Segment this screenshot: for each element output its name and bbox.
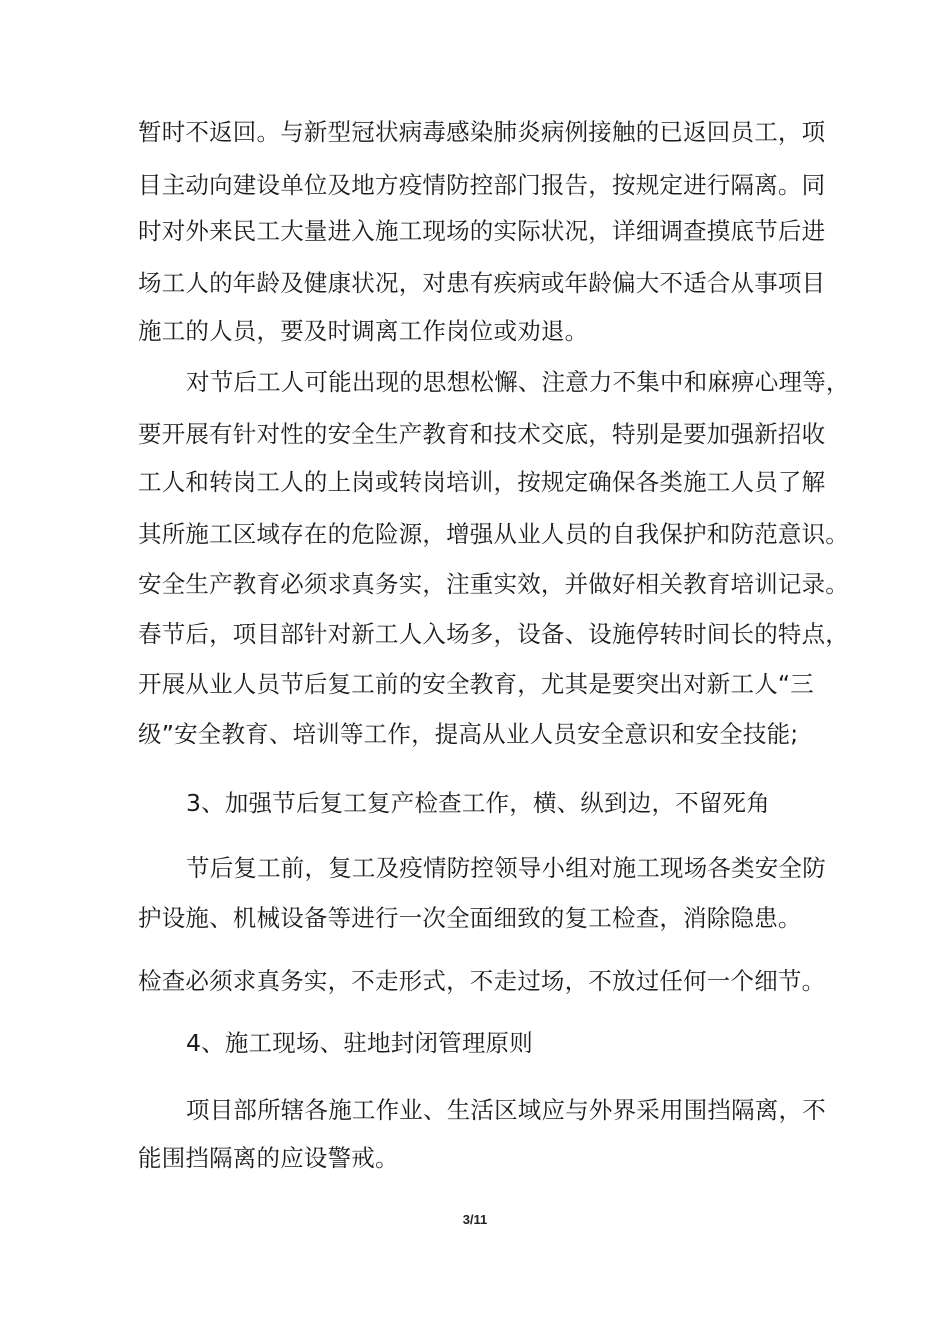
section-heading: 4、施工现场、驻地封闭管理原则 bbox=[186, 1029, 533, 1057]
text-line: 护设施、机械设备等进行一次全面细致的复工检查，消除隐患。 bbox=[138, 904, 802, 932]
text-line: 级”安全教育、培训等工作，提高从业人员安全意识和安全技能; bbox=[138, 720, 799, 748]
text-line: 开展从业人员节后复工前的安全教育，尤其是要突出对新工人“三 bbox=[138, 670, 814, 698]
text-line: 节后复工前，复工及疫情防控领导小组对施工现场各类安全防 bbox=[186, 854, 826, 882]
text-line: 目主动向建设单位及地方疫情防控部门报告，按规定进行隔离。同 bbox=[138, 171, 826, 199]
text-line: 施工的人员，要及时调离工作岗位或劝退。 bbox=[138, 317, 589, 345]
text-line: 安全生产教育必须求真务实，注重实效，并做好相关教育培训记录。 bbox=[138, 570, 849, 598]
text-line: 要开展有针对性的安全生产教育和技术交底，特别是要加强新招收 bbox=[138, 420, 826, 448]
page-number: 3/11 bbox=[462, 1212, 488, 1227]
text-line: 能围挡隔离的应设警戒。 bbox=[138, 1144, 399, 1172]
text-line: 暂时不返回。与新型冠状病毒感染肺炎病例接触的已返回员工，项 bbox=[138, 118, 826, 146]
text-line: 项目部所辖各施工作业、生活区域应与外界采用围挡隔离，不 bbox=[186, 1096, 826, 1124]
text-line: 时对外来民工大量进入施工现场的实际状况，详细调查摸底节后进 bbox=[138, 217, 826, 245]
text-line: 对节后工人可能出现的思想松懈、注意力不集中和麻痹心理等， bbox=[186, 368, 850, 396]
text-line: 检查必须求真务实，不走形式，不走过场，不放过任何一个细节。 bbox=[138, 967, 826, 995]
text-line: 场工人的年龄及健康状况，对患有疾病或年龄偏大不适合从事项目 bbox=[138, 269, 826, 297]
section-heading: 3、加强节后复工复产检查工作，横、纵到边，不留死角 bbox=[186, 789, 770, 817]
text-line: 工人和转岗工人的上岗或转岗培训，按规定确保各类施工人员了解 bbox=[138, 468, 826, 496]
text-line: 春节后，项目部针对新工人入场多，设备、设施停转时间长的特点， bbox=[138, 620, 849, 648]
text-line: 其所施工区域存在的危险源，增强从业人员的自我保护和防范意识。 bbox=[138, 520, 849, 548]
